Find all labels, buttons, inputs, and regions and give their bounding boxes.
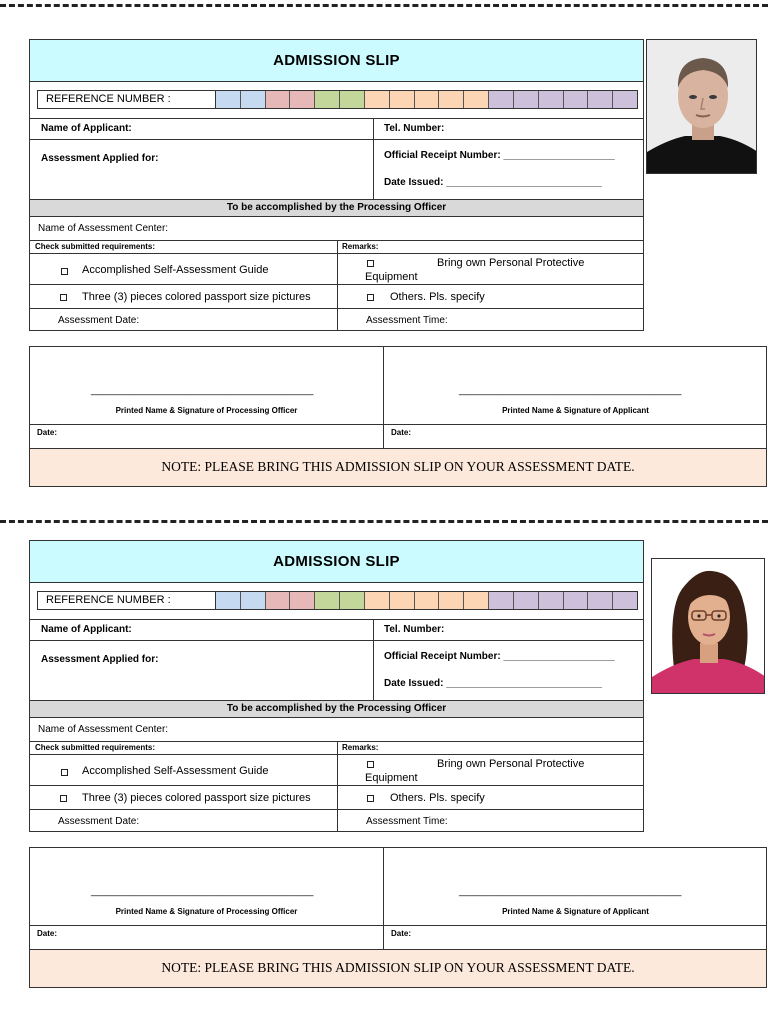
self-assessment-label: Accomplished Self-Assessment Guide (82, 765, 269, 777)
reference-label: REFERENCE NUMBER : (38, 592, 216, 609)
ref-cell[interactable] (241, 91, 266, 108)
others-checkbox[interactable] (367, 792, 374, 804)
officer-signature-label: Printed Name & Signature of Processing Officer (115, 406, 298, 415)
requirements-header-row (30, 742, 643, 755)
slip-form (29, 540, 644, 832)
applicant-signature-label: Printed Name & Signature of Applicant (502, 406, 649, 415)
tel-number-label[interactable]: Tel. Number: (384, 624, 445, 635)
ref-cell[interactable] (365, 91, 390, 108)
self-assessment-checkbox[interactable] (61, 766, 68, 778)
ref-cell[interactable] (464, 592, 489, 609)
ref-cell[interactable] (241, 592, 266, 609)
assessment-note: NOTE: PLEASE BRING THIS ADMISSION SLIP ON YOUR ASSESSMENT DATE. (30, 949, 766, 987)
assessment-date-label[interactable]: Assessment Date: (58, 315, 140, 326)
officer-date-label[interactable]: Date: (37, 929, 58, 938)
processing-officer-header: To be accomplished by the Processing Officer (30, 200, 643, 217)
applicant-date-label[interactable]: Date: (391, 428, 412, 437)
ref-cell[interactable] (514, 592, 539, 609)
ref-cell[interactable] (613, 592, 637, 609)
ref-cell[interactable] (390, 91, 415, 108)
others-label: Others. Pls. specify (390, 291, 485, 303)
requirement-row-2 (30, 285, 643, 309)
pictures-checkbox[interactable] (60, 792, 67, 804)
requirements-header-row (30, 241, 643, 254)
remarks-label: Remarks: (342, 743, 379, 752)
officer-signature-line[interactable]: ________________________________________ (91, 886, 314, 897)
applicant-signature-line[interactable]: ________________________________________ (459, 385, 682, 396)
officer-signature-label: Printed Name & Signature of Processing Officer (115, 907, 298, 916)
ref-cell[interactable] (539, 592, 564, 609)
tel-number-label[interactable]: Tel. Number: (384, 123, 445, 134)
ref-cell[interactable] (489, 592, 514, 609)
female-portrait-icon (652, 559, 765, 694)
pictures-label: Three (3) pieces colored passport size pictures (82, 792, 311, 804)
assessment-applied-row (30, 641, 643, 701)
assessment-applied-label[interactable]: Assessment Applied for: (41, 654, 159, 665)
assessment-time-label[interactable]: Assessment Time: (366, 315, 448, 326)
assessment-applied-row (30, 140, 643, 200)
assessment-note: NOTE: PLEASE BRING THIS ADMISSION SLIP ON YOUR ASSESSMENT DATE. (30, 448, 766, 486)
ref-cell[interactable] (489, 91, 514, 108)
processing-officer-header: To be accomplished by the Processing Officer (30, 701, 643, 718)
ref-cell[interactable] (539, 91, 564, 108)
ref-cell[interactable] (514, 91, 539, 108)
reference-cells (216, 592, 637, 609)
reference-number-box (37, 591, 638, 610)
signature-block (29, 847, 767, 988)
male-portrait-icon (647, 40, 757, 174)
ref-cell[interactable] (439, 91, 464, 108)
officer-signature-line[interactable]: ________________________________________ (91, 385, 314, 396)
ref-cell[interactable] (290, 592, 315, 609)
applicant-date-label[interactable]: Date: (391, 929, 412, 938)
ref-cell[interactable] (588, 91, 613, 108)
applicant-row (30, 119, 643, 140)
applicant-photo-male (646, 39, 757, 174)
reference-row (30, 583, 643, 620)
applicant-name-label[interactable]: Name of Applicant: (41, 123, 132, 134)
ppe-label: Bring own Personal Protective Equipment (365, 257, 585, 283)
reference-row (30, 82, 643, 119)
pictures-checkbox[interactable] (60, 291, 67, 303)
ref-cell[interactable] (365, 592, 390, 609)
check-requirements-label: Check submitted requirements: (35, 242, 156, 251)
assessment-center-label[interactable]: Name of Assessment Center: (38, 223, 169, 234)
assessment-date-label[interactable]: Assessment Date: (58, 816, 140, 827)
ref-cell[interactable] (390, 592, 415, 609)
self-assessment-checkbox[interactable] (61, 265, 68, 277)
ref-cell[interactable] (340, 91, 365, 108)
ref-cell[interactable] (266, 592, 291, 609)
requirement-row-1 (30, 254, 643, 285)
ref-cell[interactable] (415, 592, 440, 609)
assessment-schedule-row (30, 309, 643, 331)
reference-label: REFERENCE NUMBER : (38, 91, 216, 108)
admission-slip-1 (0, 0, 768, 480)
reference-number-box (37, 90, 638, 109)
officer-date-label[interactable]: Date: (37, 428, 58, 437)
admission-slip-2 (0, 501, 768, 981)
ref-cell[interactable] (439, 592, 464, 609)
assessment-center-row (30, 217, 643, 241)
slip-title: ADMISSION SLIP (30, 541, 643, 583)
self-assessment-label: Accomplished Self-Assessment Guide (82, 264, 269, 276)
remarks-label: Remarks: (342, 242, 379, 251)
date-issued-label[interactable]: Date Issued: ____________________________ (384, 678, 602, 689)
ref-cell[interactable] (564, 592, 589, 609)
assessment-center-label[interactable]: Name of Assessment Center: (38, 724, 169, 735)
official-receipt-label[interactable]: Official Receipt Number: ____________________ (384, 651, 615, 662)
requirement-row-1 (30, 755, 643, 786)
ref-cell[interactable] (216, 592, 241, 609)
ref-cell[interactable] (315, 91, 340, 108)
ref-cell[interactable] (216, 91, 241, 108)
requirement-row-2 (30, 786, 643, 810)
check-requirements-label: Check submitted requirements: (35, 743, 156, 752)
applicant-signature-label: Printed Name & Signature of Applicant (502, 907, 649, 916)
ref-cell[interactable] (588, 592, 613, 609)
slip-title: ADMISSION SLIP (30, 40, 643, 82)
slip-form (29, 39, 644, 331)
ref-cell[interactable] (415, 91, 440, 108)
applicant-signature-line[interactable]: ________________________________________ (459, 886, 682, 897)
applicant-row (30, 620, 643, 641)
ref-cell[interactable] (564, 91, 589, 108)
assessment-time-label[interactable]: Assessment Time: (366, 816, 448, 827)
ref-cell[interactable] (315, 592, 340, 609)
others-label: Others. Pls. specify (390, 792, 485, 804)
others-checkbox[interactable] (367, 291, 374, 303)
pictures-label: Three (3) pieces colored passport size pictures (82, 291, 311, 303)
ref-cell[interactable] (266, 91, 291, 108)
date-issued-label[interactable]: Date Issued: ____________________________ (384, 177, 602, 188)
official-receipt-label[interactable]: Official Receipt Number: ____________________ (384, 150, 615, 161)
signature-block (29, 346, 767, 487)
applicant-photo-female (651, 558, 765, 694)
applicant-name-label[interactable]: Name of Applicant: (41, 624, 132, 635)
ppe-label: Bring own Personal Protective Equipment (365, 758, 585, 784)
reference-cells (216, 91, 637, 108)
ref-cell[interactable] (290, 91, 315, 108)
ref-cell[interactable] (464, 91, 489, 108)
ref-cell[interactable] (613, 91, 637, 108)
assessment-center-row (30, 718, 643, 742)
ref-cell[interactable] (340, 592, 365, 609)
assessment-schedule-row (30, 810, 643, 832)
assessment-applied-label[interactable]: Assessment Applied for: (41, 153, 159, 164)
